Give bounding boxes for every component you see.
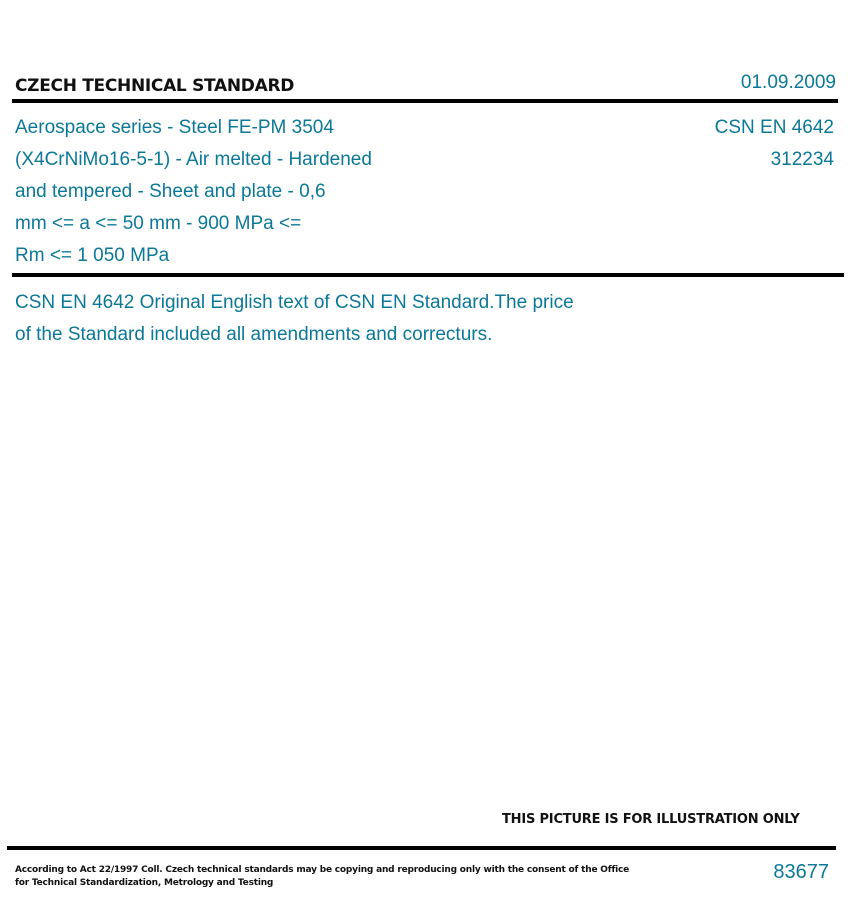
header-divider bbox=[12, 99, 838, 103]
title-line: mm <= a <= 50 mm - 900 MPa <= bbox=[15, 213, 302, 234]
standard-code: CSN EN 4642 bbox=[714, 117, 834, 138]
legal-line: for Technical Standardization, Metrology and Testing bbox=[15, 878, 274, 888]
document-number: 83677 bbox=[773, 861, 829, 883]
title-line: Aerospace series - Steel FE-PM 3504 bbox=[15, 117, 334, 138]
catalog-number: 312234 bbox=[770, 149, 834, 170]
title-line: and tempered - Sheet and plate - 0,6 bbox=[15, 181, 326, 202]
title-line: (X4CrNiMo16-5-1) - Air melted - Hardened bbox=[15, 149, 372, 170]
legal-line: According to Act 22/1997 Coll. Czech technical standards may be copying and reproducing only with the consent of the Office bbox=[15, 865, 630, 875]
standard-description bbox=[15, 287, 715, 351]
legal-notice bbox=[15, 864, 629, 890]
publication-date: 01.09.2009 bbox=[740, 72, 836, 93]
title-line: Rm <= 1 050 MPa bbox=[15, 245, 170, 266]
description-line: CSN EN 4642 Original English text of CSN EN Standard.The price bbox=[15, 292, 574, 313]
standard-identifier bbox=[715, 112, 834, 176]
standard-title bbox=[15, 112, 455, 272]
description-line: of the Standard included all amendments and correcturs. bbox=[15, 324, 493, 345]
illustration-notice: THIS PICTURE IS FOR ILLUSTRATION ONLY bbox=[502, 812, 800, 827]
footer-divider bbox=[7, 846, 836, 850]
title-divider bbox=[12, 273, 844, 277]
document-type-label: CZECH TECHNICAL STANDARD bbox=[15, 76, 295, 96]
